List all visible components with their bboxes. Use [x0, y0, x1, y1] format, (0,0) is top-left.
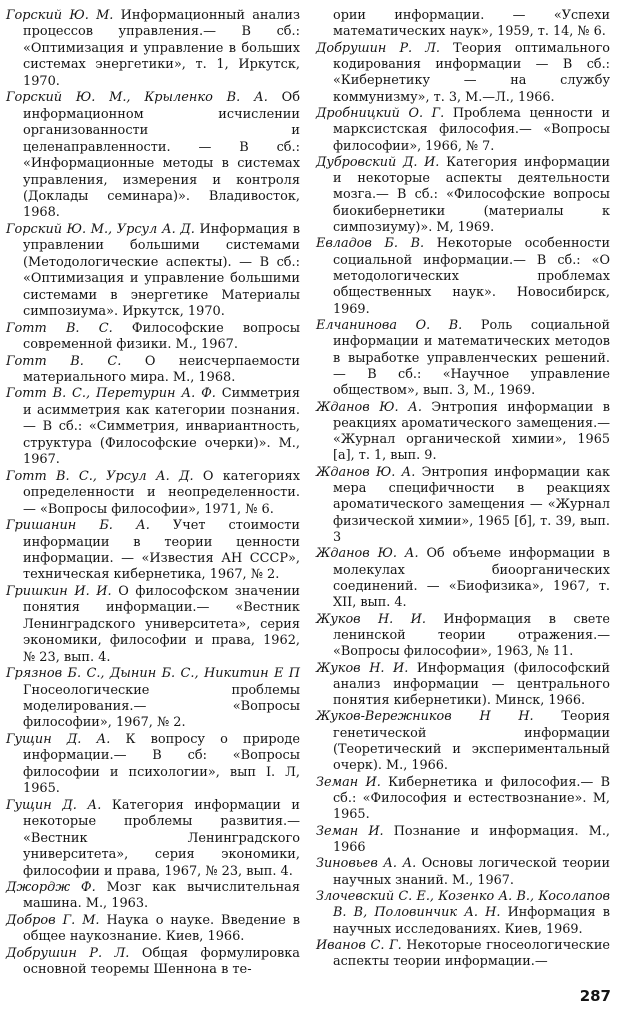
entry-author: Гришкин И. И. — [6, 583, 112, 599]
entry-text: Энтропия информации как мера специфичности в реакциях ароматического замещения — «Журнал физической химии», 1965 [б], т. 39, вып. 3 — [333, 464, 610, 545]
entry-text: Гносеологические проблемы моделирования.— «Вопросы философии», 1967, № 2. — [23, 682, 300, 731]
entry-author: Готт В. С., Урсул А. Д. — [6, 468, 194, 484]
entry-text: Информация (философский анализ информации — центрального понятия кибернетики). Минск, 1966. — [333, 660, 611, 709]
entry-text: Категория информации и некоторые проблемы развития.— «Вестник Ленинградского университета», серия экономики, философии и права, 1967, № 23, вып. 4. — [23, 797, 300, 879]
entry-text: Информация в свете ленинской теории отражения.— «Вопросы философии», 1963, № 11. — [333, 611, 610, 660]
bibliography-entry — [6, 386, 300, 468]
entry-text: Наука о науке. Введение в общее наукознание. Киев, 1966. — [23, 912, 301, 945]
bibliography-entry — [6, 354, 300, 387]
continued-entry: ории информации. — «Успехи математических наук», 1959, т. 14, № 6. — [333, 8, 610, 40]
entry-text: О категориях определенности и неопределенности. — «Вопросы философии», 1971, № 6. — [23, 468, 300, 517]
bibliography-entry — [316, 546, 610, 611]
entry-text: Информация в управлении большими системами (Методологические аспекты). — В сб.: «Оптимизация и управление большими системами в энергетике Материалы симпозиума». Иркутск, 1970. — [23, 221, 300, 320]
bibliography-entry — [6, 518, 300, 584]
bibliography-entry — [316, 775, 610, 824]
entry-author: Горский Ю. М., Крыленко В. А. — [6, 90, 268, 106]
entry-author: Готт В. С. — [6, 353, 122, 369]
bibliography-entry — [316, 938, 610, 971]
bibliography-entry — [6, 666, 300, 732]
entry-text: О неисчерпаемости материального мира. М., 1968. — [23, 353, 300, 385]
entry-author: Добрушин Р. Л. — [6, 945, 130, 961]
entry-author: Горский Ю. М. — [6, 8, 114, 23]
entry-author: Гущин Д. А. — [6, 731, 111, 747]
bibliography-entry — [316, 236, 610, 318]
entry-author: Грязнов Б. С., Дынин Б. С., Никитин Е П — [6, 666, 300, 682]
bibliography-entry — [316, 465, 610, 547]
entry-author: Земан И. — [316, 823, 384, 839]
entry-author: Иванов С. Г. — [316, 937, 402, 953]
entry-author: Дробницкий О. Г. — [316, 105, 445, 121]
entry-text: Информационный анализ процессов управления.— В сб.: «Оптимизация и управление в больших системах энергетики», т. 1, Иркутск, 1970. — [23, 8, 300, 89]
entry-text: Некоторые гносеологические аспекты теории информации.— — [333, 937, 611, 970]
bibliography-entry — [6, 584, 300, 666]
entry-author: Горский Ю. М., Урсул А. Д. — [6, 221, 195, 237]
entry-author: Добрушин Р. Л. — [316, 40, 440, 56]
entry-author: Джордж Ф. — [6, 880, 96, 896]
entry-text: К вопросу о природе информации.— В сб: «Вопросы философии и психологии», вып I. Л, 1965. — [23, 731, 300, 797]
entry-author: Гущин Д. А. — [6, 797, 102, 813]
entry-author: Евладов Б. В. — [316, 236, 425, 252]
right-column — [316, 8, 610, 970]
entry-author: Земан И. — [316, 774, 381, 790]
entry-text: Проблема ценности и марксистская философия.— «Вопросы философии», 1966, № 7. — [333, 105, 611, 154]
bibliography-entry — [316, 106, 610, 155]
bibliography-entry — [316, 612, 610, 661]
bibliography-entry — [6, 798, 300, 880]
entry-text: Познание и информация. М., 1966 — [333, 823, 610, 855]
entry-author: Добров Г. М. — [6, 912, 100, 928]
entry-text: Роль социальной информации и математических методов в выработке управленческих решений.— В сб.: «Научное управление обществом», вып. 3, М., 1969. — [333, 317, 610, 399]
entry-author: Жуков Н. И. — [316, 611, 426, 627]
entry-author: Жданов Ю. А. — [316, 546, 419, 562]
bibliography-entry — [6, 946, 300, 979]
entry-author: Злочевский С. Е., Козенко А. В., Косолапов В. В, Половинчик А. Н. — [316, 888, 610, 921]
bibliography-entry — [316, 400, 610, 465]
entry-author: Готт В. С. — [6, 320, 113, 336]
bibliography-entry — [6, 222, 300, 321]
left-column — [6, 8, 300, 979]
entry-author: Гришанин Б. А. — [6, 518, 150, 534]
bibliography-entry — [316, 661, 610, 710]
entry-text: Энтропия информации в реакциях ароматического замещения.— «Журнал органической химии», 1965 [a], т. 1, вып. 9. — [333, 399, 610, 464]
bibliography-entry — [6, 469, 300, 518]
bibliography-entry — [316, 856, 610, 889]
bibliography-entry — [6, 90, 300, 222]
entry-text: Теория генетической информации (Теоретический и экспериментальный очерк). М., 1966. — [333, 709, 610, 774]
entry-text: Некоторые особенности социальной информации.— В сб.: «О методологических проблемах общественных наук». Новосибирск, 1969. — [333, 236, 610, 317]
entry-text: Теория оптимального кодирования информации — В сб.: «Кибернетику — на службу коммунизму», т. 3, М.—Л., 1966. — [333, 40, 610, 105]
entry-author: Жданов Ю. А. — [316, 464, 416, 480]
entry-author: Жуков Н. И. — [316, 660, 409, 676]
entry-text: Учет стоимости информации в теории ценности информации. — «Известия АН СССР», техническая кибернетика, 1967, № 2. — [23, 518, 300, 583]
entry-author: Жуков-Вережников Н Н. — [316, 709, 534, 725]
entry-author: Елчанинова О. В. — [316, 317, 463, 333]
bibliography-entry — [316, 709, 610, 774]
bibliography-entry — [6, 321, 300, 354]
bibliography-entry — [316, 41, 610, 106]
bibliography-entry — [6, 8, 300, 90]
bibliography-entry — [316, 318, 610, 400]
bibliography-entry — [6, 732, 300, 798]
bibliography-entry — [6, 880, 300, 913]
entry-text: О философском значении понятия информации.— «Вестник Ленинградского университета», серия экономики, философии и права, 1962, № 23, вып. 4. — [23, 583, 300, 665]
entry-text: Общая формулировка основной теоремы Шеннона в те- — [23, 945, 300, 978]
entry-author: Дубровский Д. И. — [316, 154, 440, 170]
bibliography-entry — [316, 824, 610, 857]
entry-author: Жданов Ю. А. — [316, 399, 422, 415]
entry-text: Категория информации и некоторые аспекты деятельности мозга.— В сб.: «Философские вопросы биокибернетики (материалы к симпозиуму)». М, 1969. — [333, 154, 610, 236]
entry-author: Готт В. С., Перетурин А. Ф. — [6, 386, 216, 402]
page-number: 287 — [579, 987, 611, 1005]
entry-author: Зиновьев А. А. — [316, 856, 417, 872]
bibliography-entry — [6, 913, 300, 946]
bibliography-entry — [316, 155, 610, 237]
entry-text: Об объеме информации в молекулах биоорганических соединений. — «Биофизика», 1967, т. XII, вып. 4. — [333, 546, 611, 611]
entry-text: Основы логической теории научных знаний. М., 1967. — [333, 856, 610, 888]
bibliography-entry — [316, 889, 610, 938]
entry-text: Кибернетика и философия.— В сб.: «Философия и естествознание». М, 1965. — [333, 774, 610, 823]
entry-text: Философские вопросы современной физики. М., 1967. — [23, 320, 300, 353]
entry-text: Мозг как вычислительная машина. М., 1963. — [23, 880, 300, 912]
entry-text: Информация в научных исследованиях. Киев, 1969. — [333, 905, 610, 937]
entry-text: Об информационном исчислении организованности и целенаправленности. — В сб.: «Информационные методы в системах управления, измерения и контроля (Доклады семинара)». Владивосток, 1968. — [23, 90, 300, 221]
entry-text: Симметрия и асимметрия как категории познания. — В сб.: «Симметрия, инвариантность, структура (Философские очерки)». М., 1967. — [23, 386, 301, 468]
